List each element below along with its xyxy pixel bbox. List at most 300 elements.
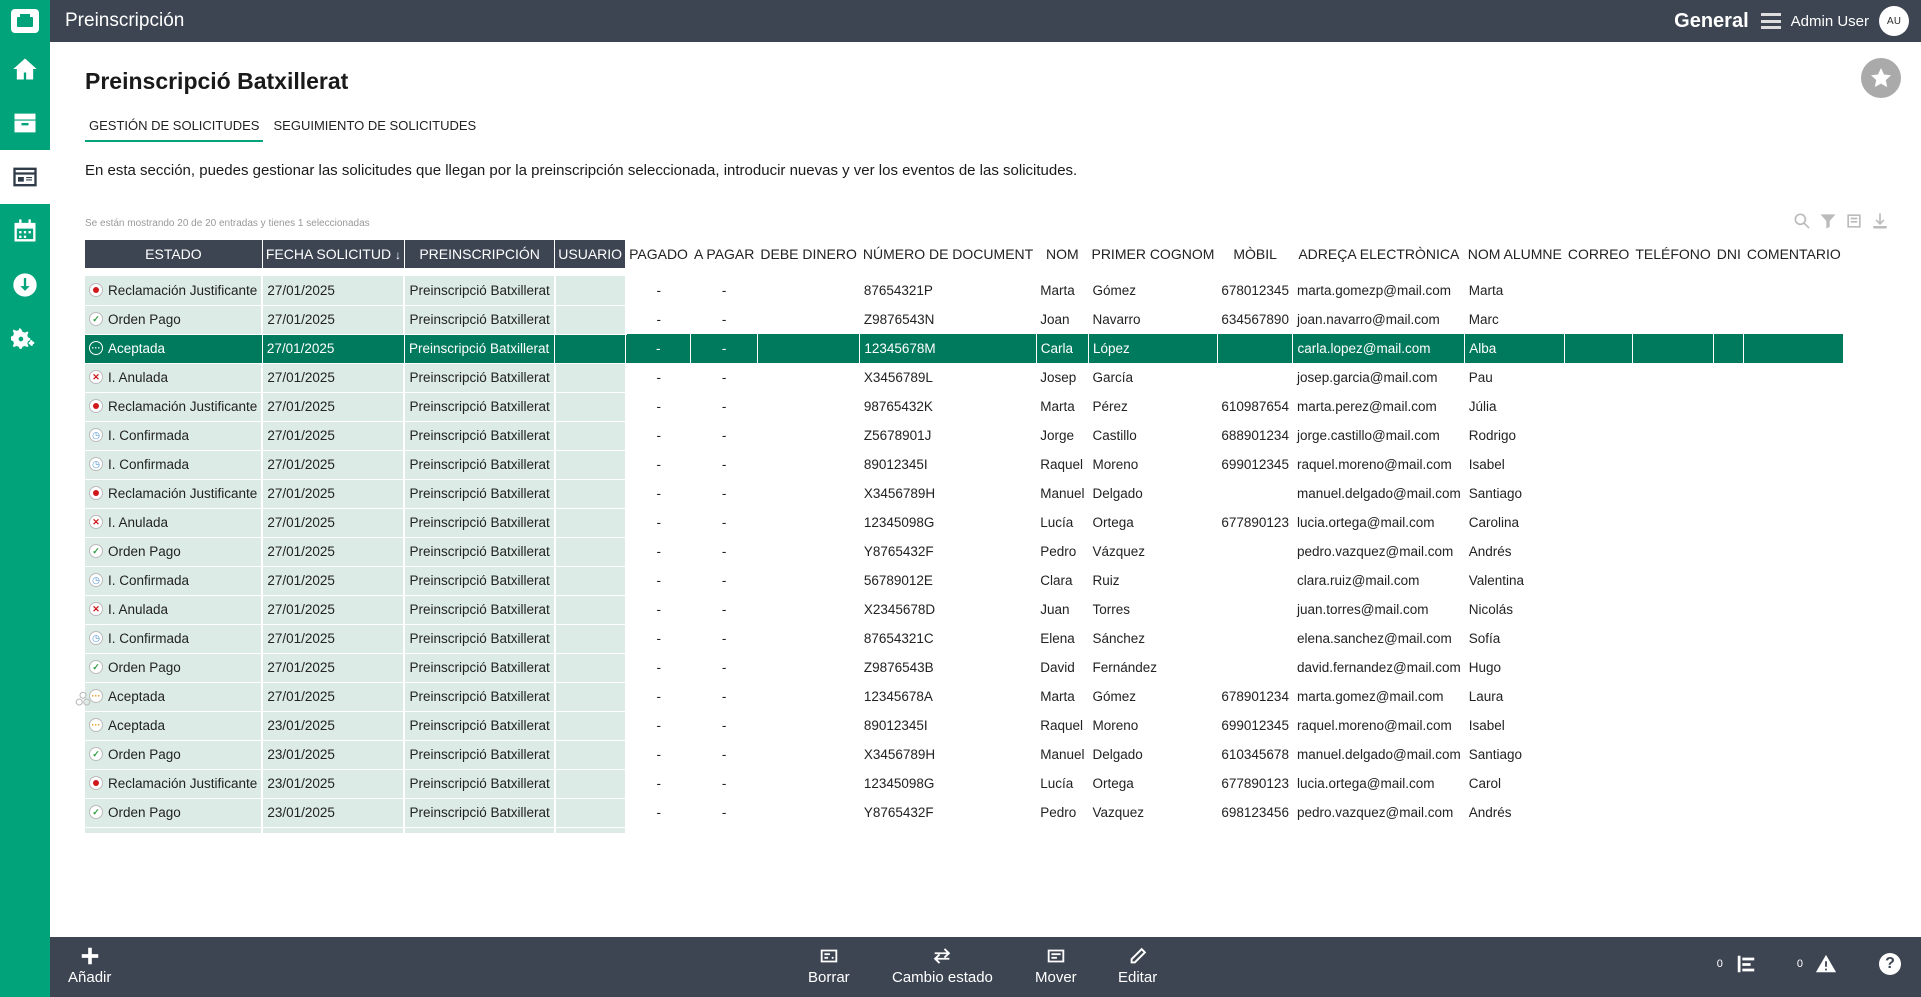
cell-preinscripcion: Preinscripció Batxillerat <box>404 624 554 653</box>
cell-usuario <box>555 479 626 508</box>
cell-fecha: 27/01/2025 <box>262 682 404 711</box>
cell-correo <box>1565 595 1632 624</box>
bottom-status <box>1717 953 1901 975</box>
cell-estado <box>85 392 262 421</box>
cell-doc: X2345678D <box>863 602 936 617</box>
cell-estado <box>85 769 262 798</box>
cell-doc: 12345098G <box>863 515 935 530</box>
status-red-dot-icon <box>89 486 103 500</box>
cell-telefono <box>1632 276 1713 305</box>
cell-fecha: 27/01/2025 <box>262 450 404 479</box>
status-label: Aceptada <box>108 340 166 356</box>
sidebar-item-calendar[interactable] <box>0 204 50 258</box>
star-icon <box>1869 66 1893 90</box>
cell-apagar: - <box>721 283 727 298</box>
column-header-comentario[interactable]: COMENTARIO <box>1744 240 1844 268</box>
cell-dni <box>1714 740 1744 769</box>
cell-alumne: Santiago <box>1468 486 1523 501</box>
cell-comentario <box>1744 479 1844 508</box>
table-row[interactable] <box>85 334 1844 363</box>
cell-email: raquel.moreno@mail.com <box>1296 457 1452 472</box>
cell-cognom: Gómez <box>1092 283 1136 298</box>
table-row[interactable] <box>85 624 1844 653</box>
cell-pagado: - <box>656 805 662 820</box>
cell-fecha: 27/01/2025 <box>262 566 404 595</box>
cell-apagar: - <box>721 747 727 762</box>
cell-nom: Manuel <box>1040 747 1085 762</box>
cell-dni <box>1714 421 1744 450</box>
table-row[interactable] <box>85 276 1844 305</box>
cell-pagado: - <box>656 515 662 530</box>
table-row[interactable] <box>85 711 1844 740</box>
move-button[interactable] <box>1035 945 1077 986</box>
cell-estado <box>85 537 262 566</box>
cell-dni <box>1714 798 1744 827</box>
partial-cell <box>1632 827 1713 833</box>
cell-mobil: 677890123 <box>1221 515 1289 530</box>
cell-debe <box>757 566 859 595</box>
cell-usuario <box>555 740 626 769</box>
cell-pagado: - <box>656 718 662 733</box>
cell-preinscripcion: Preinscripció Batxillerat <box>404 711 554 740</box>
cell-comentario <box>1744 363 1844 392</box>
cell-alumne: Andrés <box>1468 805 1512 820</box>
cell-preinscripcion: Preinscripció Batxillerat <box>404 421 554 450</box>
change-state-button[interactable] <box>892 945 993 986</box>
cell-dni <box>1714 711 1744 740</box>
cell-cognom: Moreno <box>1092 718 1139 733</box>
column-header-estado[interactable]: ESTADO <box>85 240 262 268</box>
status-label: Orden Pago <box>108 543 181 559</box>
avatar[interactable]: AU <box>1879 6 1909 36</box>
column-header-numero-document[interactable]: NÚMERO DE DOCUMENT <box>860 240 1036 268</box>
cell-telefono <box>1632 508 1713 537</box>
cell-cognom: Vázquez <box>1092 544 1146 559</box>
user-name[interactable]: Admin User <box>1790 12 1869 30</box>
cell-nom: Lucía <box>1040 776 1074 791</box>
cell-usuario <box>555 595 626 624</box>
sidebar-item-settings[interactable] <box>0 312 50 366</box>
partial-cell <box>262 827 404 833</box>
cell-debe <box>757 363 859 392</box>
status-label: I. Anulada <box>108 601 169 617</box>
partial-cell <box>1565 827 1632 833</box>
section-description: En esta sección, puedes gestionar las solicitudes que llegan por la preinscripción seleccionada, introducir nuevas y ver los eventos de las solicitudes. <box>85 162 1078 179</box>
add-button[interactable] <box>68 945 111 986</box>
tab-seguimiento-solicitudes[interactable]: SEGUIMIENTO DE SOLICITUDES <box>273 118 477 133</box>
cell-mobil: 610345678 <box>1221 747 1289 762</box>
cell-pagado: - <box>656 312 662 327</box>
table-row[interactable] <box>85 566 1844 595</box>
cell-apagar: - <box>721 544 727 559</box>
sidebar-item-download[interactable] <box>0 258 50 312</box>
column-header-usuario[interactable]: USUARIO <box>555 240 626 268</box>
cell-dni <box>1714 334 1744 363</box>
bottom-action-bar <box>50 937 1921 997</box>
cell-doc: 12345098G <box>863 776 935 791</box>
cell-debe <box>757 624 859 653</box>
cell-doc: Y8765432F <box>863 805 934 820</box>
cell-mobil <box>1217 363 1293 392</box>
cell-debe <box>757 334 859 363</box>
sidebar-item-registrations[interactable] <box>0 150 50 204</box>
cell-debe <box>757 537 859 566</box>
status-label: I. Anulada <box>108 369 169 385</box>
cell-preinscripcion: Preinscripció Batxillerat <box>404 682 554 711</box>
cell-debe <box>757 595 859 624</box>
cell-telefono <box>1632 798 1713 827</box>
cell-email: marta.perez@mail.com <box>1296 399 1437 414</box>
cell-debe <box>757 711 859 740</box>
registration-card-icon <box>11 163 39 191</box>
cell-cognom: Torres <box>1092 602 1130 617</box>
cell-mobil <box>1217 566 1293 595</box>
cell-estado <box>85 276 262 305</box>
cell-nom: Carla <box>1036 334 1088 363</box>
cell-apagar: - <box>721 486 727 501</box>
cell-preinscripcion: Preinscripció Batxillerat <box>404 334 554 363</box>
cell-preinscripcion: Preinscripció Batxillerat <box>404 363 554 392</box>
table-row[interactable] <box>85 421 1844 450</box>
column-header-primer-cognom[interactable]: PRIMER COGNOM <box>1088 240 1217 268</box>
cell-apagar: - <box>721 689 727 704</box>
cell-dni <box>1714 363 1744 392</box>
cell-cognom: García <box>1092 370 1133 385</box>
cell-cognom: Ortega <box>1092 776 1134 791</box>
status-label: Orden Pago <box>108 804 181 820</box>
cell-telefono <box>1632 479 1713 508</box>
download-icon <box>1870 211 1890 231</box>
status-check-icon: ✓ <box>89 747 103 761</box>
cell-correo <box>1565 537 1632 566</box>
column-header-adreca-electronica[interactable]: ADREÇA ELECTRÒNICA <box>1293 240 1465 268</box>
cell-usuario <box>555 363 626 392</box>
cell-apagar: - <box>721 573 727 588</box>
cell-dni <box>1714 769 1744 798</box>
cell-comentario <box>1744 537 1844 566</box>
cell-telefono <box>1632 682 1713 711</box>
cell-mobil <box>1217 334 1293 363</box>
column-header-dni[interactable]: DNI <box>1714 240 1744 268</box>
cell-mobil <box>1217 479 1293 508</box>
cell-dni <box>1714 392 1744 421</box>
status-cancel-icon: ✕ <box>89 602 103 616</box>
cell-correo <box>1565 740 1632 769</box>
edit-button[interactable] <box>1118 945 1157 986</box>
grid-toolbar <box>1791 210 1891 232</box>
cell-correo <box>1565 624 1632 653</box>
cell-mobil <box>1217 537 1293 566</box>
cell-email: clara.ruiz@mail.com <box>1296 573 1420 588</box>
status-label: Reclamación Justificante <box>108 398 258 414</box>
cell-mobil: 698123456 <box>1221 805 1289 820</box>
list-icon[interactable] <box>1735 953 1757 975</box>
cell-email: elena.sanchez@mail.com <box>1296 631 1452 646</box>
cell-telefono <box>1632 595 1713 624</box>
table-row[interactable] <box>85 769 1844 798</box>
table-spacer <box>85 268 1844 276</box>
download-icon <box>11 271 39 299</box>
cell-telefono <box>1632 392 1713 421</box>
sort-desc-icon: ↓ <box>394 248 401 262</box>
table-row[interactable] <box>85 595 1844 624</box>
calendar-icon <box>11 217 39 245</box>
cell-doc: X3456789L <box>863 370 933 385</box>
cell-pagado: - <box>656 486 662 501</box>
cell-telefono <box>1632 450 1713 479</box>
status-label: Orden Pago <box>108 659 181 675</box>
cell-dni <box>1714 450 1744 479</box>
table-row[interactable] <box>85 537 1844 566</box>
cell-preinscripcion: Preinscripció Batxillerat <box>404 798 554 827</box>
cell-telefono <box>1632 711 1713 740</box>
delete-button[interactable] <box>808 945 850 986</box>
cell-email: pedro.vazquez@mail.com <box>1296 544 1454 559</box>
cell-usuario <box>555 798 626 827</box>
table-row[interactable] <box>85 798 1844 827</box>
table-row[interactable] <box>85 363 1844 392</box>
hamburger-menu-icon[interactable] <box>1761 13 1781 29</box>
table-row[interactable] <box>85 740 1844 769</box>
cell-mobil: 699012345 <box>1221 718 1289 733</box>
cell-alumne: Isabel <box>1468 457 1505 472</box>
cell-preinscripcion: Preinscripció Batxillerat <box>404 305 554 334</box>
export-button[interactable] <box>1869 210 1891 232</box>
table-row[interactable] <box>85 392 1844 421</box>
cell-fecha: 23/01/2025 <box>262 740 404 769</box>
list-count: 0 <box>1716 958 1723 970</box>
status-pending-icon: ··· <box>89 689 103 703</box>
cell-email: raquel.moreno@mail.com <box>1296 718 1452 733</box>
cell-fecha: 27/01/2025 <box>262 653 404 682</box>
filter-button[interactable] <box>1817 210 1839 232</box>
cell-correo <box>1565 653 1632 682</box>
cell-pagado: - <box>656 544 662 559</box>
cell-pagado: - <box>656 631 662 646</box>
sidebar-item-inbox[interactable] <box>0 96 50 150</box>
status-pending-icon: ··· <box>89 718 103 732</box>
column-header-mobil[interactable]: MÒBIL <box>1217 240 1293 268</box>
cell-correo <box>1565 769 1632 798</box>
cell-dni <box>1714 508 1744 537</box>
filter-icon <box>1818 211 1838 231</box>
cell-comentario <box>1744 276 1844 305</box>
table-row[interactable] <box>85 450 1844 479</box>
cell-cognom: Ruiz <box>1092 573 1120 588</box>
cell-alumne: Andrés <box>1468 544 1512 559</box>
partial-cell <box>1088 827 1217 833</box>
status-label: Orden Pago <box>108 311 181 327</box>
column-header-a-pagar[interactable]: A PAGAR <box>691 240 757 268</box>
cluster-icon[interactable] <box>74 690 92 708</box>
cell-doc: 87654321P <box>863 283 933 298</box>
cell-correo <box>1565 450 1632 479</box>
logo-icon <box>11 9 39 33</box>
table-header-row <box>85 240 1844 268</box>
cell-preinscripcion: Preinscripció Batxillerat <box>404 508 554 537</box>
cell-pagado: - <box>656 776 662 791</box>
cell-comentario <box>1744 682 1844 711</box>
table-row[interactable] <box>85 479 1844 508</box>
partial-cell <box>1714 827 1744 833</box>
tab-gestion-solicitudes[interactable]: GESTIÓN DE SOLICITUDES <box>85 114 263 142</box>
cell-usuario <box>555 392 626 421</box>
cell-nom: Pedro <box>1040 805 1077 820</box>
plus-icon <box>78 945 102 967</box>
cell-doc: 89012345I <box>863 718 928 733</box>
cell-apagar: - <box>721 631 727 646</box>
pencil-icon <box>1126 945 1150 967</box>
cell-comentario <box>1744 740 1844 769</box>
favorite-button[interactable] <box>1861 58 1901 98</box>
cell-email: juan.torres@mail.com <box>1296 602 1429 617</box>
cell-usuario <box>555 450 626 479</box>
column-header-debe-dinero[interactable]: DEBE DINERO <box>757 240 859 268</box>
cell-debe <box>757 653 859 682</box>
status-clock-icon: ◷ <box>89 573 103 587</box>
cell-apagar: - <box>721 776 727 791</box>
cell-pagado: - <box>656 283 662 298</box>
cell-correo <box>1565 479 1632 508</box>
cell-doc: 98765432K <box>863 399 933 414</box>
app-title: Preinscripción <box>65 10 185 31</box>
column-header-preinscripcion[interactable]: PREINSCRIPCIÓN <box>404 240 554 268</box>
spacer-cell <box>85 268 1844 276</box>
cell-telefono <box>1632 566 1713 595</box>
cell-dni <box>1714 479 1744 508</box>
cell-usuario <box>555 537 626 566</box>
app-logo[interactable] <box>0 0 50 42</box>
status-cancel-icon: ✕ <box>89 370 103 384</box>
cell-pagado: - <box>656 428 662 443</box>
status-clock-icon: ◷ <box>89 457 103 471</box>
table-row[interactable] <box>85 305 1844 334</box>
status-red-dot-icon <box>89 283 103 297</box>
cell-debe <box>757 421 859 450</box>
column-header-nom-alumne[interactable]: NOM ALUMNE <box>1465 240 1565 268</box>
top-bar <box>50 0 1921 42</box>
cell-telefono <box>1632 769 1713 798</box>
cell-email: marta.gomez@mail.com <box>1296 689 1444 704</box>
column-header-fecha-solicitud[interactable] <box>262 240 404 268</box>
cell-email: lucia.ortega@mail.com <box>1296 515 1435 530</box>
status-label: I. Confirmada <box>108 427 190 443</box>
cell-telefono <box>1632 653 1713 682</box>
search-button[interactable] <box>1791 210 1813 232</box>
cell-fecha: 27/01/2025 <box>262 276 404 305</box>
cell-apagar: - <box>721 370 727 385</box>
cell-estado <box>85 682 262 711</box>
cell-nom: Marta <box>1040 689 1075 704</box>
cell-cognom: Gómez <box>1092 689 1136 704</box>
cell-apagar: - <box>721 805 727 820</box>
cell-estado <box>85 653 262 682</box>
edit-label: Editar <box>1118 969 1158 986</box>
status-label: Orden Pago <box>108 746 181 762</box>
cell-cognom: Pérez <box>1092 399 1128 414</box>
cell-doc: Z9876543B <box>863 660 934 675</box>
column-header-pagado[interactable]: PAGADO <box>626 240 691 268</box>
warning-icon[interactable] <box>1815 953 1837 975</box>
cell-dni <box>1714 595 1744 624</box>
status-red-dot-icon <box>89 399 103 413</box>
columns-button[interactable] <box>1843 210 1865 232</box>
table-row[interactable] <box>85 682 1844 711</box>
partial-cell <box>555 827 626 833</box>
cell-comentario <box>1744 653 1844 682</box>
cell-email: manuel.delgado@mail.com <box>1296 486 1461 501</box>
cell-debe <box>757 798 859 827</box>
cell-pagado: - <box>656 573 662 588</box>
partial-cell <box>860 827 1036 833</box>
cell-preinscripcion: Preinscripció Batxillerat <box>404 537 554 566</box>
cell-apagar: - <box>721 718 727 733</box>
cell-apagar: - <box>721 515 727 530</box>
cell-pagado: - <box>656 747 662 762</box>
cell-cognom: Fernández <box>1092 660 1158 675</box>
cell-pagado: - <box>626 334 691 363</box>
page-title: Preinscripció Batxillerat <box>85 68 349 94</box>
table-row[interactable] <box>85 653 1844 682</box>
cell-fecha: 27/01/2025 <box>262 595 404 624</box>
cell-usuario <box>555 682 626 711</box>
column-header-correo[interactable]: CORREO <box>1565 240 1632 268</box>
cell-correo <box>1565 276 1632 305</box>
cell-nom: Pedro <box>1040 544 1077 559</box>
cell-estado <box>85 479 262 508</box>
cell-alumne: Sofía <box>1468 631 1501 646</box>
cell-pagado: - <box>656 602 662 617</box>
cell-usuario <box>555 421 626 450</box>
add-label: Añadir <box>68 969 112 986</box>
context-selector[interactable]: General <box>1674 9 1749 32</box>
column-header-telefono[interactable]: TELÉFONO <box>1632 240 1713 268</box>
cell-fecha: 27/01/2025 <box>262 421 404 450</box>
cell-correo <box>1565 392 1632 421</box>
cell-correo <box>1565 711 1632 740</box>
cell-cognom: Ortega <box>1092 515 1134 530</box>
sidebar-item-home[interactable] <box>0 42 50 96</box>
cell-alumne: Marta <box>1468 283 1504 298</box>
requests-grid <box>85 240 1885 834</box>
cell-alumne: Santiago <box>1468 747 1523 762</box>
cell-apagar: - <box>721 660 727 675</box>
cell-comentario <box>1744 769 1844 798</box>
cell-debe <box>757 392 859 421</box>
help-button[interactable]: ? <box>1879 953 1901 975</box>
cell-correo <box>1565 363 1632 392</box>
cell-nom: Joan <box>1040 312 1070 327</box>
cell-correo <box>1565 682 1632 711</box>
cell-fecha: 27/01/2025 <box>262 624 404 653</box>
status-label: I. Confirmada <box>108 456 190 472</box>
status-check-icon: ✓ <box>89 660 103 674</box>
cell-mobil: 699012345 <box>1221 457 1289 472</box>
partial-cell <box>85 827 262 833</box>
partial-cell <box>1744 827 1844 833</box>
partial-cell <box>1217 827 1293 833</box>
cell-estado <box>85 566 262 595</box>
cell-mobil <box>1217 595 1293 624</box>
cell-estado <box>85 305 262 334</box>
cell-doc: Z9876543N <box>863 312 935 327</box>
cell-estado <box>85 798 262 827</box>
column-header-nom[interactable]: NOM <box>1036 240 1088 268</box>
table-row[interactable] <box>85 508 1844 537</box>
cell-debe <box>757 479 859 508</box>
status-label: Reclamación Justificante <box>108 485 258 501</box>
cell-comentario <box>1744 334 1844 363</box>
